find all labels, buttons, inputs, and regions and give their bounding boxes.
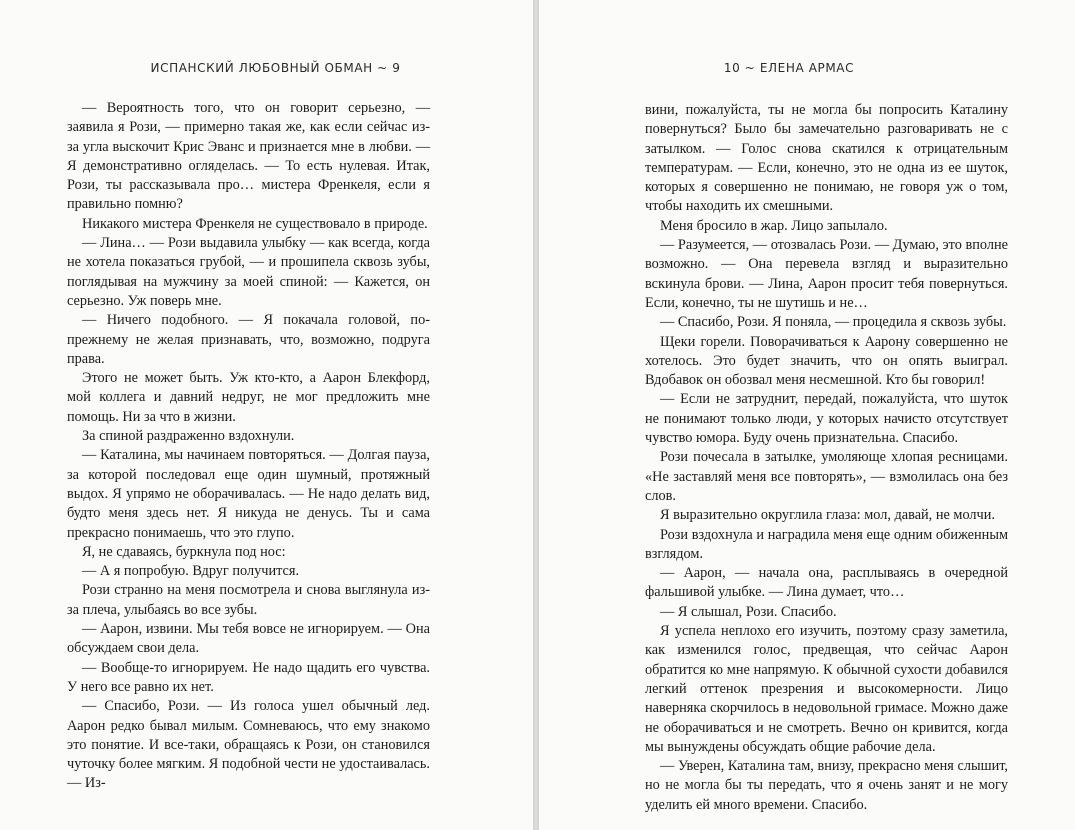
page-body xyxy=(645,101,1008,815)
paragraph: — Аарон, — начала она, расплываясь в очередной фальшивой улыбке. — Лина думает, что… xyxy=(645,565,1008,601)
running-header: 10 ~ ЕЛЕНА АРМАС xyxy=(723,61,855,75)
paragraph: — Спасибо, Рози. Я поняла, — процедила я сквозь зубы. xyxy=(660,314,1007,331)
page-body xyxy=(67,99,430,794)
paragraph: За спиной раздраженно вздохнули. xyxy=(82,428,295,445)
paragraph: — А я попробую. Вдруг получится. xyxy=(82,563,300,580)
paragraph: — Я слышал, Рози. Спасибо. xyxy=(660,603,837,620)
paragraph: — Если не затруднит, передай, пожалуйста, что шуток не понимают только люди, у которых начисто отсутствует чувство юмора. Буду очень признательна. Спасибо. xyxy=(645,391,1008,447)
paragraph: — Каталина, мы начинаем повторяться. — Долгая пауза, за которой последовал еще один шумный, протяжный выдох. Я упрямо не оборачивалась. — Не надо делать вид, будто меня здесь нет. Я никуда не денусь. Ты и сама прекрасно понимаешь, что это глупо. xyxy=(67,447,430,541)
paragraph: — Вообще-то игнорируем. Не надо щадить его чувства. У него все равно их нет. xyxy=(67,659,430,695)
paragraph: — Вероятность того, что он говорит серьезно, — заявила я Рози, — примерно такая же, как если сейчас из-за угла выскочит Крис Эванс и признается мне в любви. — Я демонстративно огляделась. — То есть нулевая. Итак, Рози, ты рассказывала про… мистера Френкеля, если я правильно помню? xyxy=(67,100,430,213)
paragraph: Никакого мистера Френкеля не существовало в природе. xyxy=(82,215,428,232)
paragraph: Этого не может быть. Уж кто-кто, а Аарон Блекфорд, мой коллега и давний недруг, не мог предложить мне помощь. Ни за что в жизни. xyxy=(67,370,430,425)
paragraph: — Уверен, Каталина там, внизу, прекрасно меня слышит, но не могла бы ты передать, что я очень занят и не могу уделить ей много времени. Спасибо. xyxy=(645,758,1008,813)
paragraph: Рози почесала в затылке, умоляюще хлопая ресницами. «Не заставляй меня все повторять», — взмолилась она без слов. xyxy=(645,449,1008,504)
running-header: ИСПАНСКИЙ ЛЮБОВНЫЙ ОБМАН ~ 9 xyxy=(150,61,401,75)
paragraph: — Ничего подобного. — Я покачала головой, по-прежнему не желая признавать, что, возможно, подруга права. xyxy=(67,312,430,367)
left-page xyxy=(0,0,534,830)
paragraph: Щеки горели. Поворачиваться к Аарону совершенно не хотелось. Это будет значить, что он опять выиграл. Вдобавок он обозвал меня несмешной. Кто бы говорил! xyxy=(645,333,1008,389)
paragraph: Я успела неплохо его изучить, поэтому сразу заметила, как изменился голос, предвещая, что сейчас Аарон обратится ко мне напрямую. К обычной сухости добавился легкий оттенок презрения и высокомерности. Лицо наверняка скорчилось в недовольной гримасе. Можно даже не оборачиваться и не смотреть. Вечно он кривится, когда мы вынуждены обсуждать общие рабочие дела. xyxy=(645,623,1008,755)
paragraph: Я выразительно округлила глаза: мол, давай, не молчи. xyxy=(660,507,995,524)
paragraph: вини, пожалуйста, ты не могла бы попросить Каталину повернуться? Было бы замечательно разговаривать не с затылком. — Голос снова скатился к отрицательным температурам. — Если, конечно, это не одна из ее шуток, которых я совершенно не понимаю, не говоря уж о том, чтобы находить их смешными. xyxy=(645,102,1008,215)
paragraph: Рози вздохнула и наградила меня еще одним обиженным взглядом. xyxy=(645,526,1008,562)
paragraph: Я, не сдаваясь, буркнула под нос: xyxy=(82,543,286,560)
paragraph: — Разумеется, — отозвалась Рози. — Думаю, это вполне возможно. — Она перевела взгляд и выразительно вскинула брови. — Лина, Аарон просит тебя повернуться. Если, конечно, ты не шутишь и не… xyxy=(645,237,1008,311)
paragraph: Рози странно на меня посмотрела и снова выглянула из-за плеча, улыбаясь во все зубы. xyxy=(67,582,430,618)
paragraph: — Лина… — Рози выдавила улыбку — как всегда, когда не хотела показаться грубой, — и прошипела сквозь зубы, поглядывая на мужчину за моей спиной: — Кажется, он серьезно. Уж поверь мне. xyxy=(67,235,430,309)
paragraph: — Спасибо, Рози. — Из голоса ушел обычный лед. Аарон редко бывал милым. Сомневаюсь, что ему знакомо это понятие. И все-таки, обращаясь к Рози, он становился чуточку более мягким. Я подобной чести не удостаивалась. — Из- xyxy=(67,698,430,792)
paragraph: — Аарон, извини. Мы тебя вовсе не игнорируем. — Она обсуждаем свои дела. xyxy=(67,621,430,657)
right-page xyxy=(538,0,1075,830)
paragraph: Меня бросило в жар. Лицо запылало. xyxy=(660,217,888,234)
